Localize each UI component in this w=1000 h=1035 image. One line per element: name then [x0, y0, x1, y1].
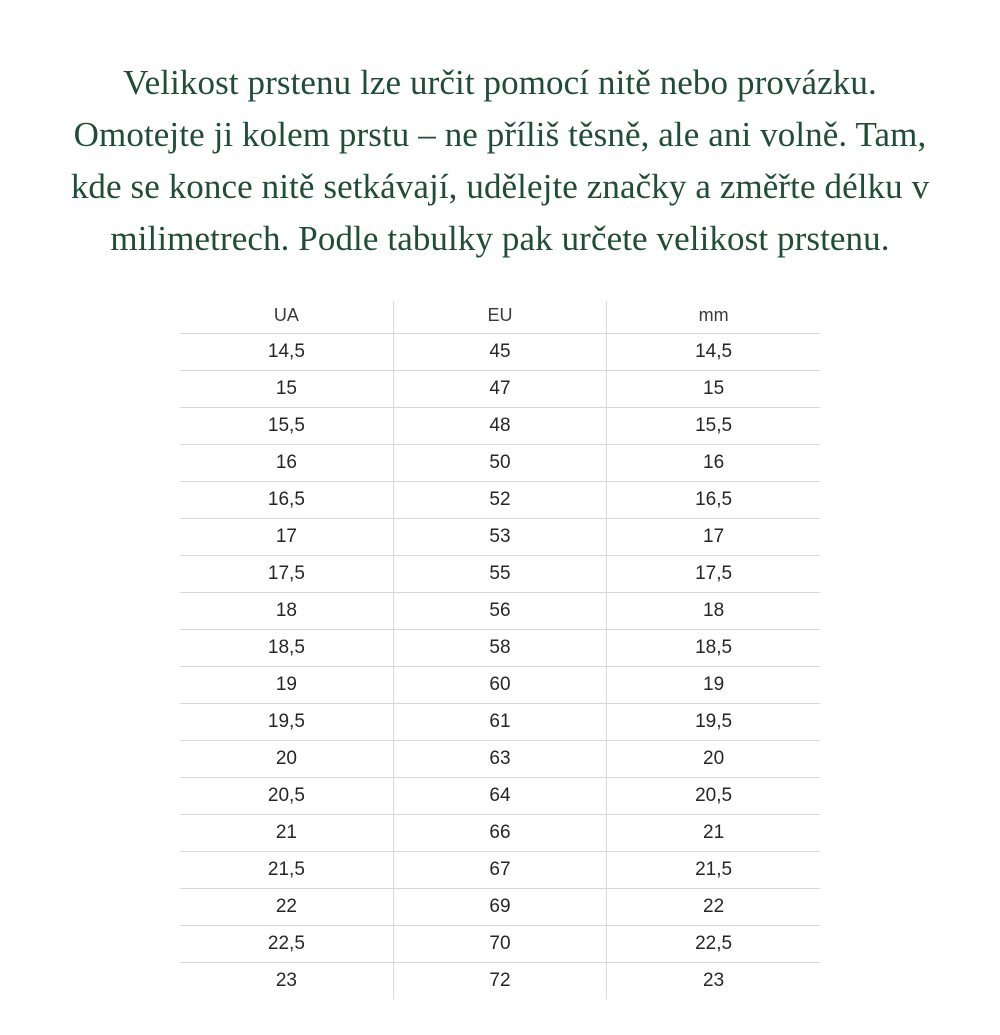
cell-ua: 19,5 [180, 703, 393, 740]
table-row [180, 925, 820, 962]
ring-size-table [180, 301, 820, 999]
cell-ua: 16,5 [180, 481, 393, 518]
cell-ua: 16 [180, 444, 393, 481]
cell-eu: 64 [393, 777, 606, 814]
cell-eu: 69 [393, 888, 606, 925]
column-header-mm: mm [607, 301, 820, 334]
cell-ua: 19 [180, 666, 393, 703]
cell-mm: 22 [607, 888, 820, 925]
cell-mm: 20 [607, 740, 820, 777]
cell-ua: 15,5 [180, 407, 393, 444]
cell-eu: 63 [393, 740, 606, 777]
cell-eu: 48 [393, 407, 606, 444]
column-header-eu: EU [393, 301, 606, 334]
cell-mm: 17 [607, 518, 820, 555]
table-row [180, 592, 820, 629]
cell-ua: 20,5 [180, 777, 393, 814]
cell-eu: 60 [393, 666, 606, 703]
cell-ua: 15 [180, 370, 393, 407]
table-row [180, 407, 820, 444]
cell-mm: 19,5 [607, 703, 820, 740]
cell-ua: 21,5 [180, 851, 393, 888]
table-row [180, 333, 820, 370]
cell-ua: 23 [180, 962, 393, 999]
table-row [180, 481, 820, 518]
cell-eu: 55 [393, 555, 606, 592]
column-header-ua: UA [180, 301, 393, 334]
cell-mm: 15,5 [607, 407, 820, 444]
table-row [180, 777, 820, 814]
table-row [180, 962, 820, 999]
table-header-row [180, 301, 820, 334]
cell-eu: 52 [393, 481, 606, 518]
cell-eu: 47 [393, 370, 606, 407]
cell-ua: 14,5 [180, 333, 393, 370]
table-row [180, 555, 820, 592]
cell-eu: 53 [393, 518, 606, 555]
cell-ua: 18 [180, 592, 393, 629]
cell-mm: 19 [607, 666, 820, 703]
cell-ua: 21 [180, 814, 393, 851]
cell-eu: 72 [393, 962, 606, 999]
table-row [180, 703, 820, 740]
cell-mm: 15 [607, 370, 820, 407]
table-row [180, 814, 820, 851]
intro-paragraph: Velikost prstenu lze určit pomocí nitě nebo provázku. Omotejte ji kolem prstu – ne příliš těsně, ale ani volně. Tam, kde se konce nitě setkávají, udělejte značky a změřte délku v milimetrech. Podle tabulky pak určete velikost prstenu. [70, 63, 930, 259]
cell-eu: 67 [393, 851, 606, 888]
table-row [180, 629, 820, 666]
table-row [180, 888, 820, 925]
cell-mm: 14,5 [607, 333, 820, 370]
cell-ua: 17 [180, 518, 393, 555]
cell-mm: 21,5 [607, 851, 820, 888]
ring-size-guide-page [0, 35, 1000, 1035]
table-row [180, 444, 820, 481]
cell-eu: 56 [393, 592, 606, 629]
cell-eu: 45 [393, 333, 606, 370]
cell-mm: 16,5 [607, 481, 820, 518]
cell-mm: 18 [607, 592, 820, 629]
cell-ua: 20 [180, 740, 393, 777]
cell-ua: 17,5 [180, 555, 393, 592]
table-body [180, 333, 820, 999]
cell-mm: 16 [607, 444, 820, 481]
table-row [180, 666, 820, 703]
cell-ua: 22,5 [180, 925, 393, 962]
table-row [180, 851, 820, 888]
cell-ua: 22 [180, 888, 393, 925]
cell-mm: 20,5 [607, 777, 820, 814]
size-table-container [180, 301, 820, 999]
cell-eu: 61 [393, 703, 606, 740]
cell-mm: 23 [703, 969, 725, 991]
table-header [180, 301, 820, 334]
table-row [180, 740, 820, 777]
cell-mm: 18,5 [607, 629, 820, 666]
cell-ua: 18,5 [180, 629, 393, 666]
cell-eu: 70 [393, 925, 606, 962]
table-row [180, 518, 820, 555]
cell-mm: 21 [607, 814, 820, 851]
cell-eu: 50 [393, 444, 606, 481]
cell-eu: 58 [393, 629, 606, 666]
cell-mm: 22,5 [607, 925, 820, 962]
table-row [180, 370, 820, 407]
cell-mm: 17,5 [607, 555, 820, 592]
cell-eu: 66 [393, 814, 606, 851]
